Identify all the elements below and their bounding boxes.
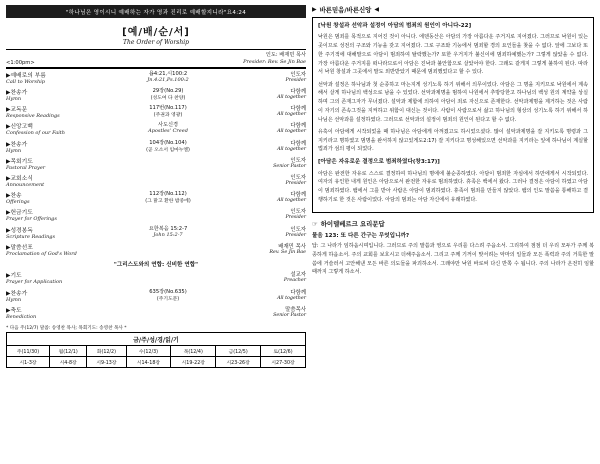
order-item-subtitle: (성도여 다 찬양) (150, 96, 186, 102)
article-1-body (318, 33, 588, 154)
page-title-english: The Order of Worship (123, 39, 189, 46)
order-row (6, 86, 306, 103)
right-column (312, 5, 594, 459)
order-row (6, 189, 306, 206)
order-item-label-en: Scripture Readings (6, 233, 56, 240)
order-item-subtitle: (곧 오소서 임마누엘) (146, 147, 190, 153)
order-row (6, 241, 306, 258)
order-item-label-en: Benediction (6, 313, 37, 320)
table-cell: 시19-22장 (171, 357, 216, 368)
order-row (6, 269, 306, 286)
order-item-scripture-en: John 15:2-7 (153, 231, 183, 238)
order-row (6, 120, 306, 137)
order-item-scripture: 635장(No.635) (149, 288, 187, 295)
table-cell: 토(12/6) (261, 346, 306, 357)
order-row (6, 138, 306, 155)
order-item-label: ▶찬송가 (6, 141, 28, 148)
order-item-label-en: Offerings (6, 199, 30, 206)
two-column-layout (6, 5, 594, 459)
order-item-scripture: 104장(No.104) (149, 139, 187, 146)
article-1-title: [낙원 창설과 선악과 설정이 아담의 범죄의 원인이 아니다-22] (318, 23, 472, 29)
order-row (6, 103, 306, 120)
order-item-label: ▶찬송 (6, 193, 22, 200)
order-row (6, 155, 306, 172)
order-item-label: ▶교독문 (6, 107, 28, 114)
order-item-by: 다함께 (290, 192, 306, 199)
table-cell: 수(12/3) (126, 346, 171, 357)
table-cell: 시27-30장 (261, 357, 306, 368)
order-item-label-en: Hymn (6, 96, 22, 103)
order-item-by: 다함께 (290, 140, 306, 147)
order-item-scripture-en: Jn.4:21,Ps.100:2 (147, 76, 189, 83)
order-item-by-en: Rev. Se Jin Bae (269, 249, 306, 255)
table-cell: 시14-18장 (126, 357, 171, 368)
pointing-hand-icon: ☞ (312, 219, 318, 228)
order-of-worship-table-2 (6, 269, 306, 321)
order-item-label: ▶기도 (6, 273, 22, 280)
order-item-label-en: Hymn (6, 147, 22, 154)
order-item-by: 다함께 (290, 289, 306, 296)
order-item-by: 다함께 (290, 89, 306, 96)
order-item-by-en: Preacher (283, 278, 306, 284)
order-item-subtitle: (주기도문) (156, 296, 180, 302)
catechism-block (312, 231, 594, 277)
service-time: <1:00pm> (6, 59, 35, 66)
order-item-label: ▶성경봉독 (6, 227, 33, 234)
order-item-by: 인도자 (290, 209, 306, 216)
order-item-label: ▶예배로의 부름 (6, 72, 46, 79)
left-column (6, 5, 306, 459)
order-item-by-en: All together (277, 95, 306, 101)
order-item-scripture: 112장(No.112) (149, 191, 187, 198)
page-title: [예/배/순/서] (122, 27, 190, 38)
paragraph: 선악과 설정은 하나님과 첫 순종하고 마는지게 성기노록 하기 위해서 의무이었다. 아담은 그 명을 지키므로 낙원에서 계속해서 살게 하나님의 백성으로 남을 수 있었다. 선악과제명을 범하여 나원에서 추방당한고 하나님의 백성 원의 계약을 상실하며 그의 존재그자가 무너졌다. 설악과 제합에 의하여 아담이 죄로 자신으로 존재한다. 선악과제명을 제거하는 것은 사람이 자기의 존속그것을 지켜하고 위함이 대신는 것이다. 사람이 사람으로서 삶고 하나님의 형상의 성기노록 하기 위해서 하나님은 선악과를 설정하였다. 그러므로 선악과의 설정이 범죄의 원인이 된다고 할 수 없다. (318, 81, 588, 123)
order-item-label-en: Call to Worship (6, 78, 45, 85)
order-item-label-en: Hymn (6, 296, 22, 303)
order-row (6, 172, 306, 189)
order-item-label: ▶헌금기도 (6, 210, 33, 217)
table-cell: 월(12/1) (49, 346, 86, 357)
order-item-label-en: Responsive Readings (6, 113, 60, 120)
table-cell: 시23-26장 (216, 357, 261, 368)
table-cell: 시9-13장 (87, 357, 126, 368)
article-2-title: [아담은 자유로운 결정으로 범죄하였다(창3:17)] (318, 159, 440, 166)
order-item-by-en: Presider (285, 77, 306, 83)
reading-plan-title: 금/주/성/경/읽/기 (6, 332, 306, 345)
order-row (6, 223, 306, 240)
order-item-label: ▶찬송가 (6, 290, 28, 297)
order-item-by: 설교자 (290, 272, 306, 279)
section-header-catechism (312, 219, 594, 228)
order-item-label-en: Prayer for Offerings (6, 216, 57, 223)
presider-korean: 인도: 배재민 목사 (265, 52, 306, 58)
order-item-by: 인도자 (290, 226, 306, 233)
order-item-label: ▶찬송가 (6, 90, 28, 97)
table-cell: 시1-3장 (7, 357, 50, 368)
order-item-by: 다함께 (290, 123, 306, 130)
order-item-by: 인도자 (290, 71, 306, 78)
paragraph: 답: 그 나라가 임하옵시며입니다. 그러므로 주의 말씀과 영으로 우리를 다스려 주옵소서. 그리하여 점점 더 우리 모두가 주께 복종하게 하옵소서. 주의 교회를 보호시고 더해주옵소서. 그리고 주께 기꺼이 맞서려는 악마의 일들과 모든 폭력과 주의 거룩한 말씀에 거슬러서 고안해낸 모든 바른 의도들을 파괴하소서. 그래야만 낙원 바로써 다신 반쪽 수 됩니다. 주의 나라가 온전히 임할 때까지 그렇게 하소서. (312, 243, 594, 276)
order-item-by-en: Senior Pastor (273, 163, 306, 169)
catechism-answer (312, 242, 594, 277)
order-item-by: 배재민 목사 (278, 243, 306, 250)
next-week-note: * 다음 주(12/7) 말씀: 송영찬 목사; 목회기도: 송영찬 목사 * (6, 325, 127, 331)
article-box-1 (312, 17, 594, 213)
scripture-banner: "하나님은 영이시니 예배하는 자가 영과 진리로 예배할지니라"요4:24 (6, 5, 306, 18)
catechism-question: 물음 123: 또 다른 간구는 무엇입니까? (312, 233, 410, 240)
order-item-by-en: Presider (285, 232, 306, 238)
section-title-catechism: 하이델베르크 요리문답 (320, 220, 385, 229)
section-header-faith (312, 5, 594, 14)
presider-english: Presider: Rev. Se Jin Bae (243, 59, 306, 66)
order-item-scripture: 117번(No.117) (149, 105, 187, 112)
divider-top (6, 49, 306, 50)
order-item-by: 인도자 (290, 157, 306, 164)
table-row (7, 357, 306, 368)
order-row (6, 206, 306, 223)
order-item-by-en: All together (277, 129, 306, 135)
paragraph: 유혹이 아담에게 시작되었을 때 하나님은 아담에게 아껴졌고도 하시었으셨다. 많이 설악과제명을 잘 지키도록 명령과 그 지키라고 명하였고 범명을 완서하지 않고있게도2:17) 잘 지키다고 명성해있으면 선악과를 지키라는 잎에 하나님이 계실할 법죄가 섬의 평이 되었다. (318, 128, 588, 153)
order-item-label-en: Confession of our Faith (6, 130, 66, 137)
order-item-label: ▶말씀선포 (6, 244, 33, 251)
order-item-label-en: Pastoral Prayer (6, 164, 46, 171)
paragraph: 아담은 완전한 자유로 스스로 결정하여 하나님의 명에에 불순종하였다. 아담이 범죄한 자심에서 하만에게서 시작되었다. 여자의 유인한 내게 원인은 아담으로서 완전한 자유로 범죄하였다. 휴족은 백에서 왔다. 그러나 결정은 아담이 하였고 아담이 범죄하였다. 뱀에서 그를 받아 사람은 아담이 범죄하였다. 휴족이 범죄를 만들지 않았다. 뱀의 인도 말씀을 통해하고 결행하기로 한 것은 사람이었다. 아담의 범죄는 아담 자신에서 유래하였다. (318, 170, 588, 203)
order-item-label-en: Prayer for Application (6, 279, 63, 286)
table-cell: 주(11/30) (7, 346, 50, 357)
article-2-body (318, 170, 588, 205)
order-row (6, 287, 306, 304)
table-cell: 화(12/2) (87, 346, 126, 357)
order-item-by: 말씀목사 (285, 306, 306, 313)
order-item-label-en: Proclamation of God's Word (6, 250, 77, 257)
paragraph: 낙원은 범죄를 목적으로 지어진 것이 아니다. 에덴동산은 아담의 가장 아름다운 주거지로 지어졌다. 그러므로 낙원이 있는 곳이므로 성전의 구조와 기능을 갖고 지어졌다. 그로 구조와 기능에서 범죄할 경의 요인들을 찾을 수 없다. 앞에 그보다 또한 주기적에 대해말으로 아담이 범죄하여 탈락했는가? 또한 우거지가 불신이에 범죄하예했는가? 그렇게 않았을 수 없다. 가장 아름다운 주거지를 떠나라므로서 아담은 진낙과 불안함으로 살았어야 한다. 그래도 같게지 그렇게 불하여 된다. 따라서 낙원 창설과 그곳에서 말도 외반받았기 때문에 범죄했었다고 할 수 있다. (318, 34, 588, 76)
order-item-label-en: Announcement (6, 181, 45, 188)
order-row (6, 69, 306, 86)
order-item-by-en: All together (277, 112, 306, 118)
table-cell: 시4-8장 (49, 357, 86, 368)
order-item-label: ▶목회기도 (6, 158, 33, 165)
order-item-subtitle: (그 맑고 환한 밤중에) (145, 199, 191, 205)
reading-plan-table (6, 345, 306, 368)
table-cell: 금(12/5) (216, 346, 261, 357)
order-item-label: ▶교회소식 (6, 175, 33, 182)
order-item-scripture: 욥4:21,시100:2 (148, 70, 188, 77)
order-item-by-en: Presider (285, 180, 306, 186)
order-item-by: 인도자 (290, 174, 306, 181)
order-item-by-en: All together (277, 295, 306, 301)
weekly-reading-section (6, 325, 306, 369)
sermon-title: "그리스도와의 연합: 신비한 연합" (113, 262, 199, 269)
table-row (7, 346, 306, 357)
order-item-scripture: 요한복음 15:2-7 (148, 225, 188, 232)
order-row (6, 304, 306, 321)
order-item-by-en: Senior Pastor (273, 312, 306, 318)
order-item-scripture-en: Apostles' Creed (148, 128, 188, 135)
triangle-right-icon: ▶ (312, 6, 317, 13)
order-item-subtitle: (주권과 영광) (153, 113, 183, 119)
order-item-by-en: All together (277, 146, 306, 152)
table-cell: 목(12/4) (171, 346, 216, 357)
order-item-by-en: All together (277, 198, 306, 204)
order-item-by-en: Presider (285, 215, 306, 221)
order-item-label: ▶축도 (6, 307, 22, 314)
section-title-faith: 바른믿음/바른신앙 (319, 6, 372, 14)
worship-title-block (6, 23, 306, 46)
order-item-scripture: 사도신경 (157, 122, 179, 129)
order-item-scripture: 29장(No.29) (152, 88, 184, 95)
order-of-worship-table (6, 69, 306, 258)
order-item-label: ▶신앙고백 (6, 124, 33, 131)
order-item-by: 다함께 (290, 106, 306, 113)
service-time-row (6, 52, 306, 66)
triangle-left-icon: ◀ (374, 6, 379, 13)
